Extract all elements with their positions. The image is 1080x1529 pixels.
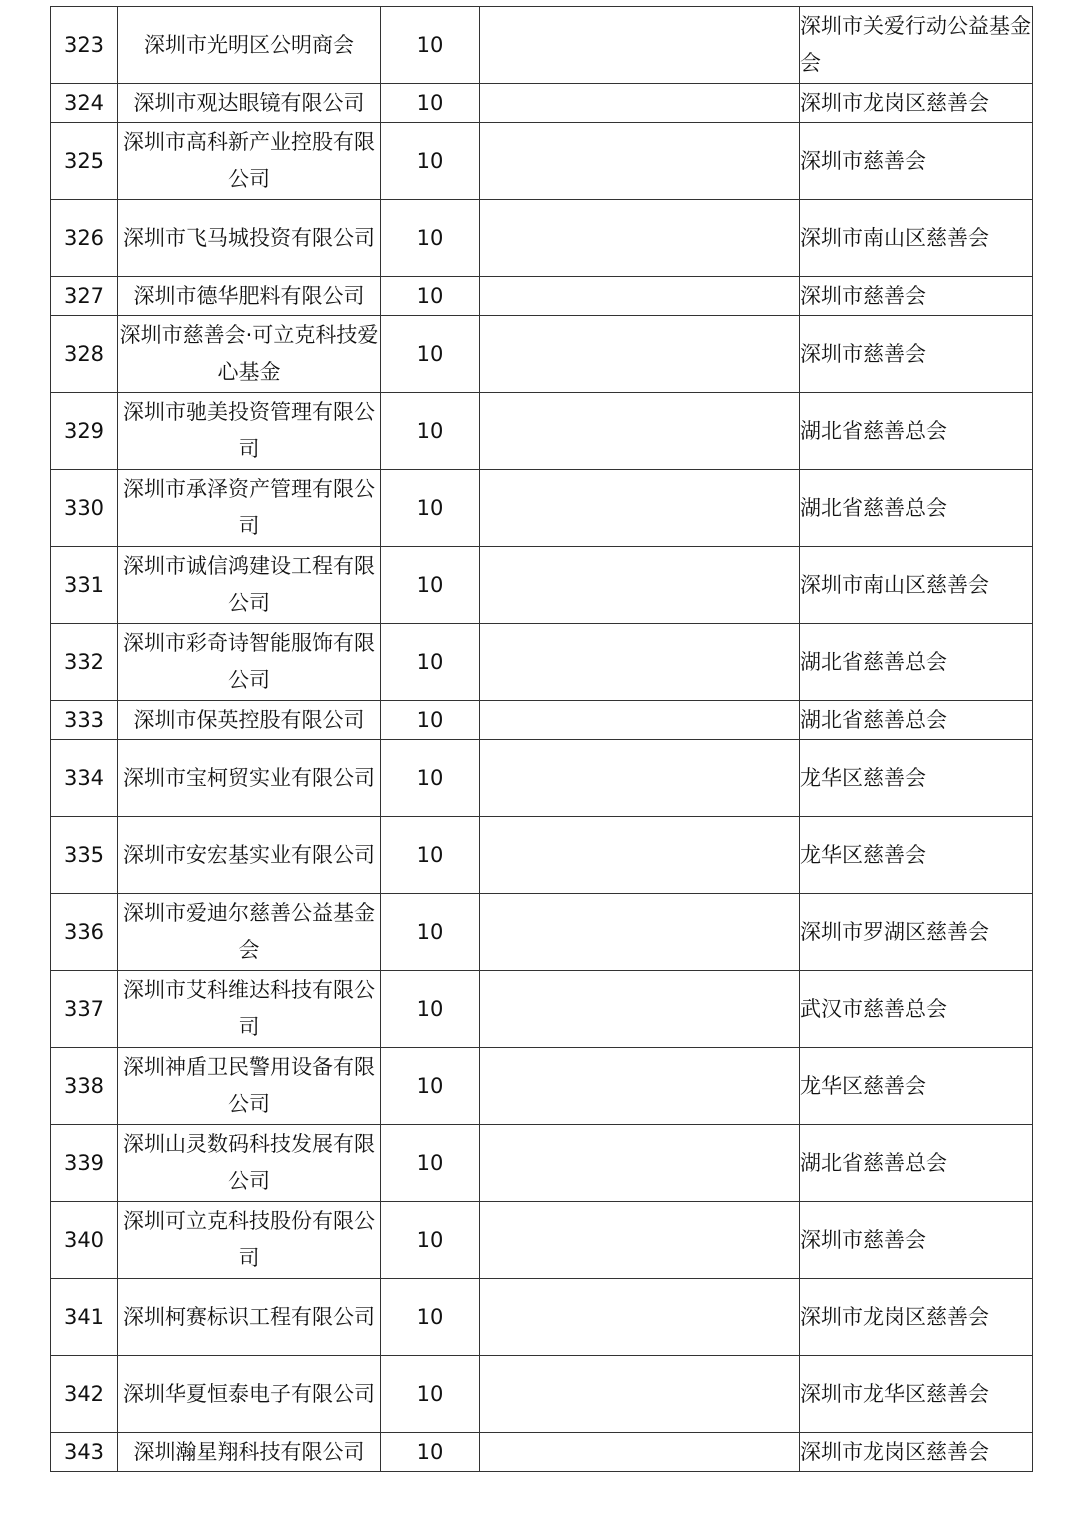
recipient-organization: 深圳市龙岗区慈善会 bbox=[800, 1433, 1033, 1472]
donation-amount: 10 bbox=[381, 200, 480, 277]
table-row bbox=[51, 817, 1033, 894]
recipient-organization: 湖北省慈善总会 bbox=[800, 470, 1033, 547]
donation-table bbox=[50, 6, 1033, 1472]
donation-amount: 10 bbox=[381, 393, 480, 470]
donor-name: 深圳市驰美投资管理有限公司 bbox=[118, 393, 381, 470]
donor-name: 深圳神盾卫民警用设备有限公司 bbox=[118, 1048, 381, 1125]
table-row bbox=[51, 971, 1033, 1048]
donor-name: 深圳市诚信鸿建设工程有限公司 bbox=[118, 547, 381, 624]
table-row bbox=[51, 277, 1033, 316]
recipient-organization: 深圳市慈善会 bbox=[800, 277, 1033, 316]
row-number: 339 bbox=[51, 1125, 118, 1202]
table-row bbox=[51, 200, 1033, 277]
donation-table-body bbox=[51, 7, 1033, 1472]
table-row bbox=[51, 1433, 1033, 1472]
blank-cell bbox=[480, 1433, 800, 1472]
row-number: 338 bbox=[51, 1048, 118, 1125]
blank-cell bbox=[480, 547, 800, 624]
donor-name: 深圳市高科新产业控股有限公司 bbox=[118, 123, 381, 200]
donor-name: 深圳市德华肥料有限公司 bbox=[118, 277, 381, 316]
blank-cell bbox=[480, 1125, 800, 1202]
donation-amount: 10 bbox=[381, 1356, 480, 1433]
donation-amount: 10 bbox=[381, 1202, 480, 1279]
row-number: 336 bbox=[51, 894, 118, 971]
blank-cell bbox=[480, 84, 800, 123]
donor-name: 深圳山灵数码科技发展有限公司 bbox=[118, 1125, 381, 1202]
donation-amount: 10 bbox=[381, 316, 480, 393]
donation-amount: 10 bbox=[381, 894, 480, 971]
blank-cell bbox=[480, 624, 800, 701]
row-number: 330 bbox=[51, 470, 118, 547]
blank-cell bbox=[480, 470, 800, 547]
table-row bbox=[51, 624, 1033, 701]
donation-amount: 10 bbox=[381, 1433, 480, 1472]
donation-amount: 10 bbox=[381, 7, 480, 84]
donor-name: 深圳市爱迪尔慈善公益基金会 bbox=[118, 894, 381, 971]
recipient-organization: 深圳市罗湖区慈善会 bbox=[800, 894, 1033, 971]
donation-amount: 10 bbox=[381, 123, 480, 200]
blank-cell bbox=[480, 7, 800, 84]
donor-name: 深圳市宝柯贸实业有限公司 bbox=[118, 740, 381, 817]
recipient-organization: 湖北省慈善总会 bbox=[800, 701, 1033, 740]
row-number: 337 bbox=[51, 971, 118, 1048]
recipient-organization: 龙华区慈善会 bbox=[800, 1048, 1033, 1125]
row-number: 334 bbox=[51, 740, 118, 817]
donor-name: 深圳市飞马城投资有限公司 bbox=[118, 200, 381, 277]
donation-amount: 10 bbox=[381, 817, 480, 894]
donor-name: 深圳市保英控股有限公司 bbox=[118, 701, 381, 740]
donation-amount: 10 bbox=[381, 1279, 480, 1356]
blank-cell bbox=[480, 1048, 800, 1125]
table-row bbox=[51, 84, 1033, 123]
recipient-organization: 湖北省慈善总会 bbox=[800, 393, 1033, 470]
recipient-organization: 深圳市慈善会 bbox=[800, 123, 1033, 200]
donor-name: 深圳市光明区公明商会 bbox=[118, 7, 381, 84]
table-row bbox=[51, 316, 1033, 393]
blank-cell bbox=[480, 1202, 800, 1279]
donor-name: 深圳可立克科技股份有限公司 bbox=[118, 1202, 381, 1279]
donation-amount: 10 bbox=[381, 547, 480, 624]
table-row bbox=[51, 894, 1033, 971]
row-number: 329 bbox=[51, 393, 118, 470]
row-number: 323 bbox=[51, 7, 118, 84]
blank-cell bbox=[480, 971, 800, 1048]
recipient-organization: 深圳市龙华区慈善会 bbox=[800, 1356, 1033, 1433]
donor-name: 深圳瀚星翔科技有限公司 bbox=[118, 1433, 381, 1472]
row-number: 328 bbox=[51, 316, 118, 393]
recipient-organization: 龙华区慈善会 bbox=[800, 817, 1033, 894]
table-row bbox=[51, 393, 1033, 470]
donor-name: 深圳市艾科维达科技有限公司 bbox=[118, 971, 381, 1048]
recipient-organization: 深圳市龙岗区慈善会 bbox=[800, 84, 1033, 123]
recipient-organization: 深圳市南山区慈善会 bbox=[800, 200, 1033, 277]
row-number: 335 bbox=[51, 817, 118, 894]
recipient-organization: 深圳市慈善会 bbox=[800, 316, 1033, 393]
row-number: 342 bbox=[51, 1356, 118, 1433]
table-row bbox=[51, 470, 1033, 547]
table-row bbox=[51, 7, 1033, 84]
donor-name: 深圳市慈善会·可立克科技爱心基金 bbox=[118, 316, 381, 393]
blank-cell bbox=[480, 316, 800, 393]
blank-cell bbox=[480, 277, 800, 316]
table-row bbox=[51, 1048, 1033, 1125]
recipient-organization: 深圳市龙岗区慈善会 bbox=[800, 1279, 1033, 1356]
donation-amount: 10 bbox=[381, 1125, 480, 1202]
donation-amount: 10 bbox=[381, 84, 480, 123]
row-number: 324 bbox=[51, 84, 118, 123]
table-row bbox=[51, 740, 1033, 817]
blank-cell bbox=[480, 1356, 800, 1433]
donation-amount: 10 bbox=[381, 701, 480, 740]
blank-cell bbox=[480, 701, 800, 740]
recipient-organization: 武汉市慈善总会 bbox=[800, 971, 1033, 1048]
document-page bbox=[50, 6, 1031, 1472]
recipient-organization: 湖北省慈善总会 bbox=[800, 1125, 1033, 1202]
row-number: 331 bbox=[51, 547, 118, 624]
table-row bbox=[51, 123, 1033, 200]
blank-cell bbox=[480, 393, 800, 470]
blank-cell bbox=[480, 123, 800, 200]
recipient-organization: 深圳市慈善会 bbox=[800, 1202, 1033, 1279]
row-number: 343 bbox=[51, 1433, 118, 1472]
row-number: 327 bbox=[51, 277, 118, 316]
blank-cell bbox=[480, 1279, 800, 1356]
donation-amount: 10 bbox=[381, 624, 480, 701]
donor-name: 深圳市安宏基实业有限公司 bbox=[118, 817, 381, 894]
row-number: 332 bbox=[51, 624, 118, 701]
donation-amount: 10 bbox=[381, 277, 480, 316]
blank-cell bbox=[480, 200, 800, 277]
row-number: 341 bbox=[51, 1279, 118, 1356]
donation-amount: 10 bbox=[381, 740, 480, 817]
table-row bbox=[51, 547, 1033, 624]
donation-amount: 10 bbox=[381, 1048, 480, 1125]
table-row bbox=[51, 1279, 1033, 1356]
donation-amount: 10 bbox=[381, 971, 480, 1048]
blank-cell bbox=[480, 740, 800, 817]
recipient-organization: 深圳市南山区慈善会 bbox=[800, 547, 1033, 624]
donor-name: 深圳柯赛标识工程有限公司 bbox=[118, 1279, 381, 1356]
row-number: 326 bbox=[51, 200, 118, 277]
table-row bbox=[51, 1356, 1033, 1433]
donor-name: 深圳市彩奇诗智能服饰有限公司 bbox=[118, 624, 381, 701]
recipient-organization: 龙华区慈善会 bbox=[800, 740, 1033, 817]
donor-name: 深圳市观达眼镜有限公司 bbox=[118, 84, 381, 123]
donation-amount: 10 bbox=[381, 470, 480, 547]
recipient-organization: 湖北省慈善总会 bbox=[800, 624, 1033, 701]
blank-cell bbox=[480, 894, 800, 971]
row-number: 333 bbox=[51, 701, 118, 740]
donor-name: 深圳市承泽资产管理有限公司 bbox=[118, 470, 381, 547]
table-row bbox=[51, 1202, 1033, 1279]
row-number: 325 bbox=[51, 123, 118, 200]
recipient-organization: 深圳市关爱行动公益基金会 bbox=[800, 7, 1033, 84]
table-row bbox=[51, 701, 1033, 740]
table-row bbox=[51, 1125, 1033, 1202]
row-number: 340 bbox=[51, 1202, 118, 1279]
blank-cell bbox=[480, 817, 800, 894]
donor-name: 深圳华夏恒泰电子有限公司 bbox=[118, 1356, 381, 1433]
